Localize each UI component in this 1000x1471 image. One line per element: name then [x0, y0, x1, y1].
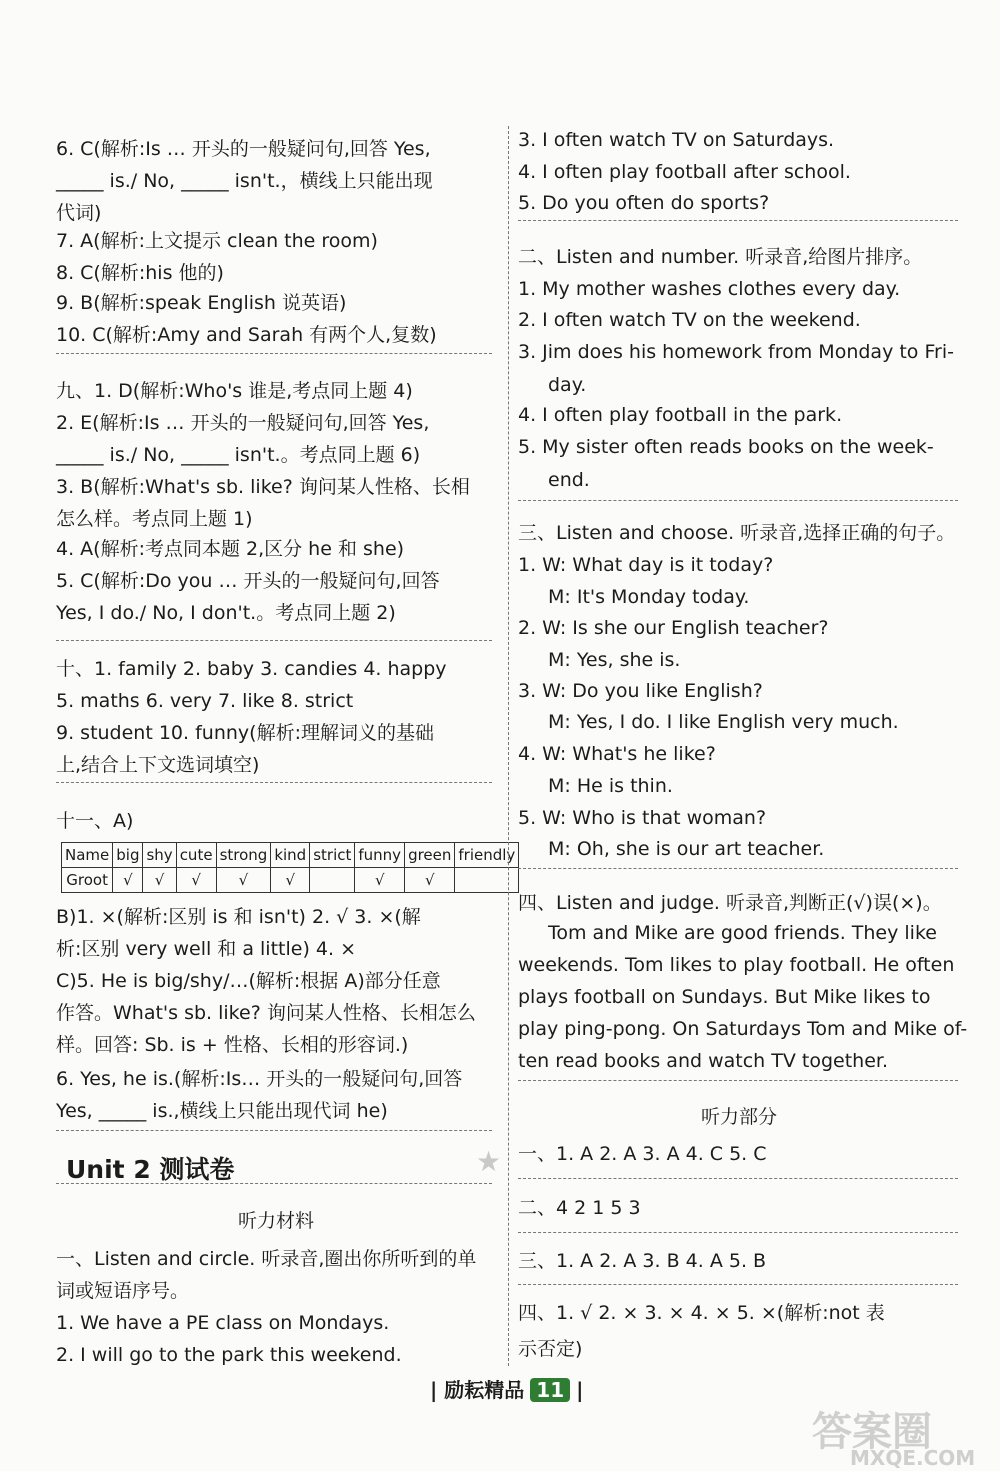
section-separator — [518, 220, 958, 221]
column-divider — [508, 126, 509, 1366]
left-line: 1. We have a PE class on Mondays. — [56, 1312, 390, 1334]
left-line: 作答。What's sb. like? 询问某人性格、长相怎么 — [56, 1002, 476, 1024]
right-line: 5. My sister often reads books on the week- — [518, 436, 934, 458]
section-separator — [56, 782, 492, 783]
left-line: 5. maths 6. very 7. like 8. strict — [56, 690, 354, 712]
left-line: 听力材料 — [237, 1210, 314, 1232]
right-line: ten read books and watch TV together. — [518, 1050, 888, 1072]
left-line: 2. E(解析:Is … 开头的一般疑问句,回答 Yes, — [56, 412, 430, 434]
left-line: 词或短语序号。 — [56, 1280, 190, 1302]
right-line: 2. I often watch TV on the weekend. — [518, 309, 861, 331]
left-line: 3. B(解析:What's sb. like? 询问某人性格、长相 — [56, 476, 470, 498]
page-footer: | 励耘精品 11 | — [430, 1378, 584, 1402]
right-line: 3. W: Do you like English? — [518, 680, 763, 702]
section-separator — [56, 353, 492, 354]
left-line: Yes, _____ is.,横线上只能出现代词 he) — [56, 1100, 388, 1122]
right-line: M: Yes, I do. I like English very much. — [548, 711, 899, 733]
table-cell — [455, 868, 519, 893]
table-cell: √ — [216, 868, 271, 893]
section-separator — [56, 1130, 492, 1131]
right-line: 三、1. A 2. A 3. B 4. A 5. B — [518, 1250, 767, 1272]
table-cell: Name — [62, 843, 113, 868]
table-cell: √ — [355, 868, 405, 893]
left-line: 析:区别 very well 和 a little) 4. × — [56, 938, 356, 960]
table-cell: shy — [143, 843, 176, 868]
right-line: 4. I often play football in the park. — [518, 404, 843, 426]
table-cell: green — [405, 843, 455, 868]
right-line: M: Oh, she is our art teacher. — [548, 838, 825, 860]
right-line: 四、1. √ 2. × 3. × 4. × 5. ×(解析:not 表 — [518, 1302, 885, 1324]
right-line: M: Yes, she is. — [548, 649, 681, 671]
right-line: 二、4 2 1 5 3 — [518, 1197, 641, 1219]
section-separator — [518, 500, 958, 501]
unit-title: Unit 2 测试卷 — [66, 1155, 235, 1184]
left-line: _____ is./ No, _____ isn't.。考点同上题 6) — [56, 444, 421, 466]
right-line: 一、1. A 2. A 3. A 4. C 5. C — [518, 1143, 767, 1165]
left-line: 一、Listen and circle. 听录音,圈出你所听到的单 — [56, 1248, 477, 1270]
star-icon: ★ — [476, 1145, 502, 1178]
left-line: 7. A(解析:上文提示 clean the room) — [56, 230, 378, 252]
left-line: 6. Yes, he is.(解析:Is… 开头的一般疑问句,回答 — [56, 1068, 463, 1090]
footer-brand: 励耘精品 — [444, 1378, 525, 1402]
table-cell: √ — [143, 868, 176, 893]
right-line: 四、Listen and judge. 听录音,判断正(√)误(×)。 — [518, 892, 942, 914]
left-line: 5. C(解析:Do you … 开头的一般疑问句,回答 — [56, 570, 440, 592]
right-line: 5. W: Who is that woman? — [518, 807, 767, 829]
right-line: 二、Listen and number. 听录音,给图片排序。 — [518, 246, 923, 268]
table-cell: strong — [216, 843, 271, 868]
right-line: plays football on Sundays. But Mike likes to — [518, 986, 931, 1008]
left-line: 9. student 10. funny(解析:理解词义的基础 — [56, 722, 434, 744]
section-separator — [518, 1178, 958, 1179]
table-cell — [310, 868, 355, 893]
section-separator — [518, 1080, 958, 1081]
table-cell: strict — [310, 843, 355, 868]
table-cell: √ — [113, 868, 143, 893]
left-line: B)1. ×(解析:区别 is 和 isn't) 2. √ 3. ×(解 — [56, 906, 421, 928]
table-cell: funny — [355, 843, 405, 868]
right-line: M: He is thin. — [548, 775, 673, 797]
left-line: 十、1. family 2. baby 3. candies 4. happy — [56, 658, 447, 680]
left-line: 怎么样。考点同上题 1) — [56, 508, 253, 530]
right-line: 听力部分 — [700, 1106, 777, 1128]
right-line: end. — [548, 469, 590, 491]
right-line: 4. I often play football after school. — [518, 161, 851, 183]
right-line: weekends. Tom likes to play football. He often — [518, 954, 955, 976]
table-cell: big — [113, 843, 143, 868]
left-line: 9. B(解析:speak English 说英语) — [56, 292, 347, 314]
table-cell: √ — [271, 868, 310, 893]
right-line: 2. W: Is she our English teacher? — [518, 617, 829, 639]
table-cell: √ — [176, 868, 216, 893]
left-line: 代词) — [56, 202, 102, 224]
left-line: _____ is./ No, _____ isn't.，横线上只能出现 — [56, 170, 433, 192]
page-number: 11 — [530, 1378, 570, 1402]
left-line: 4. A(解析:考点同本题 2,区分 he 和 she) — [56, 538, 405, 560]
left-line: 8. C(解析:his 他的) — [56, 262, 224, 284]
right-line: 示否定) — [518, 1338, 583, 1360]
section-separator — [518, 868, 958, 869]
watermark-site: MXQE.COM — [850, 1446, 976, 1470]
right-line: 4. W: What's he like? — [518, 743, 716, 765]
right-line: 1. My mother washes clothes every day. — [518, 278, 901, 300]
section-separator — [56, 640, 492, 641]
table-cell: √ — [405, 868, 455, 893]
right-line: 1. W: What day is it today? — [518, 554, 774, 576]
left-line: 样。回答: Sb. is + 性格、长相的形容词.) — [56, 1034, 409, 1056]
left-line: C)5. He is big/shy/…(解析:根据 A)部分任意 — [56, 970, 441, 992]
table-cell: cute — [176, 843, 216, 868]
watermark-logo: 答案圈 — [812, 1409, 932, 1455]
right-line: 3. I often watch TV on Saturdays. — [518, 129, 835, 151]
left-line: 2. I will go to the park this weekend. — [56, 1344, 402, 1366]
section-separator — [518, 1232, 958, 1233]
right-line: 三、Listen and choose. 听录音,选择正确的句子。 — [518, 522, 956, 544]
table-cell: Groot — [62, 868, 113, 893]
left-line: 上,结合上下文选词填空) — [56, 754, 260, 776]
left-line: Yes, I do./ No, I don't.。考点同上题 2) — [56, 602, 396, 624]
left-line: 十一、A) — [56, 810, 134, 832]
record-table — [61, 842, 519, 893]
table-row — [62, 868, 519, 893]
left-line: 10. C(解析:Amy and Sarah 有两个人,复数) — [56, 324, 437, 346]
right-line: play ping-pong. On Saturdays Tom and Mike of- — [518, 1018, 968, 1040]
section-separator — [518, 1284, 958, 1285]
right-line: M: It's Monday today. — [548, 586, 750, 608]
table-cell: friendly — [455, 843, 519, 868]
right-line: Tom and Mike are good friends. They like — [548, 922, 937, 944]
left-line: 6. C(解析:Is … 开头的一般疑问句,回答 Yes, — [56, 138, 431, 160]
table-row — [62, 843, 519, 868]
right-line: 3. Jim does his homework from Monday to Fri- — [518, 341, 954, 363]
left-line: 九、1. D(解析:Who's 谁是,考点同上题 4) — [56, 380, 413, 402]
right-line: day. — [548, 374, 587, 396]
right-line: 5. Do you often do sports? — [518, 192, 770, 214]
table-cell: kind — [271, 843, 310, 868]
